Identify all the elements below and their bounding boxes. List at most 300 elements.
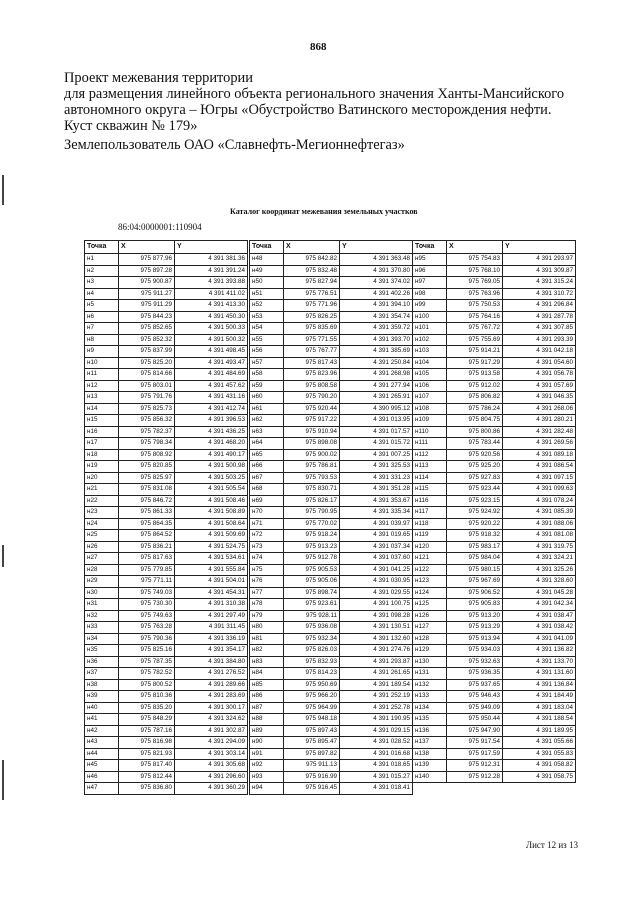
point-cell: н66 [250, 461, 284, 473]
y-cell: 4 391 508.89 [175, 507, 248, 519]
table-row [250, 311, 413, 323]
y-cell: 4 391 289.66 [175, 679, 248, 691]
table-row [413, 564, 576, 576]
table-row [250, 679, 413, 691]
table-row [250, 587, 413, 599]
table-row [85, 495, 248, 507]
x-cell: 975 852.65 [119, 323, 175, 335]
point-cell: н108 [413, 403, 447, 415]
col-header-point: Точка [250, 241, 284, 254]
col-header-y: Y [503, 241, 576, 254]
x-cell: 975 763.96 [447, 288, 503, 300]
x-cell: 975 932.63 [447, 656, 503, 668]
point-cell: н40 [85, 702, 119, 714]
x-cell: 975 936.35 [447, 668, 503, 680]
point-cell: н6 [85, 311, 119, 323]
table-row [85, 300, 248, 312]
y-cell: 4 391 300.17 [175, 702, 248, 714]
x-cell: 975 786.81 [284, 461, 340, 473]
y-cell: 4 391 436.25 [175, 426, 248, 438]
point-cell: н71 [250, 518, 284, 530]
x-cell: 975 980.15 [447, 564, 503, 576]
point-cell: н25 [85, 530, 119, 542]
y-cell: 4 391 393.70 [340, 334, 413, 346]
point-cell: н22 [85, 495, 119, 507]
x-cell: 975 825.73 [119, 403, 175, 415]
heading-line: Куст скважин № 179» [64, 118, 198, 134]
coordinates-table-3 [412, 240, 576, 783]
x-cell: 975 928.11 [284, 610, 340, 622]
point-cell: н10 [85, 357, 119, 369]
point-cell: н59 [250, 380, 284, 392]
y-cell: 4 391 296.84 [503, 300, 576, 312]
point-cell: н72 [250, 530, 284, 542]
catalog-title: Каталог координат межевания земельных участков [230, 207, 418, 216]
x-cell: 975 920.56 [447, 449, 503, 461]
table-row [250, 714, 413, 726]
point-cell: н64 [250, 438, 284, 450]
table-row [413, 679, 576, 691]
table-row [250, 564, 413, 576]
x-cell: 975 916.45 [284, 783, 340, 795]
y-cell: 4 391 351.28 [340, 484, 413, 496]
table-row [250, 668, 413, 680]
table-row [413, 277, 576, 289]
x-cell: 975 827.94 [284, 277, 340, 289]
point-cell: н120 [413, 541, 447, 553]
point-cell: н105 [413, 369, 447, 381]
x-cell: 975 821.93 [119, 748, 175, 760]
y-cell: 4 391 042.34 [503, 599, 576, 611]
y-cell: 4 391 500.32 [175, 334, 248, 346]
table-row [250, 599, 413, 611]
point-cell: н101 [413, 323, 447, 335]
table-row [85, 553, 248, 565]
x-cell: 975 913.29 [447, 622, 503, 634]
y-cell: 4 391 394.10 [340, 300, 413, 312]
x-cell: 975 750.53 [447, 300, 503, 312]
table-row [250, 484, 413, 496]
y-cell: 4 391 250.84 [340, 357, 413, 369]
point-cell: н98 [413, 288, 447, 300]
x-cell: 975 817.40 [119, 760, 175, 772]
table-row [85, 507, 248, 519]
col-header-x: X [119, 241, 175, 254]
x-cell: 975 917.22 [284, 415, 340, 427]
x-cell: 975 808.92 [119, 449, 175, 461]
table-row [85, 403, 248, 415]
x-cell: 975 897.43 [284, 725, 340, 737]
point-cell: н33 [85, 622, 119, 634]
x-cell: 975 895.47 [284, 737, 340, 749]
table-row [413, 691, 576, 703]
table-row [413, 323, 576, 335]
point-cell: н85 [250, 679, 284, 691]
y-cell: 4 390 995.12 [340, 403, 413, 415]
y-cell: 4 391 307.85 [503, 323, 576, 335]
y-cell: 4 391 183.04 [503, 702, 576, 714]
y-cell: 4 391 504.01 [175, 576, 248, 588]
scan-edge-mark [2, 545, 4, 567]
y-cell: 4 391 324.62 [175, 714, 248, 726]
table-row [250, 656, 413, 668]
point-cell: н140 [413, 771, 447, 783]
x-cell: 975 949.09 [447, 702, 503, 714]
x-cell: 975 848.29 [119, 714, 175, 726]
table-row [85, 783, 248, 795]
table-row [85, 449, 248, 461]
y-cell: 4 391 305.68 [175, 760, 248, 772]
point-cell: н126 [413, 610, 447, 622]
y-cell: 4 391 269.56 [503, 438, 576, 450]
y-cell: 4 391 294.09 [175, 737, 248, 749]
table-row [250, 725, 413, 737]
point-cell: н43 [85, 737, 119, 749]
table-row [85, 415, 248, 427]
point-cell: н55 [250, 334, 284, 346]
table-row [413, 415, 576, 427]
point-cell: н70 [250, 507, 284, 519]
point-cell: н132 [413, 679, 447, 691]
table-row [85, 564, 248, 576]
point-cell: н91 [250, 748, 284, 760]
x-cell: 975 749.63 [119, 610, 175, 622]
y-cell: 4 391 555.84 [175, 564, 248, 576]
x-cell: 975 923.61 [284, 599, 340, 611]
table-row [250, 472, 413, 484]
point-cell: н122 [413, 564, 447, 576]
x-cell: 975 791.76 [119, 392, 175, 404]
y-cell: 4 391 328.60 [503, 576, 576, 588]
x-cell: 975 763.28 [119, 622, 175, 634]
x-cell: 975 912.02 [447, 380, 503, 392]
x-cell: 975 787.35 [119, 656, 175, 668]
y-cell: 4 391 413.30 [175, 300, 248, 312]
table-row [413, 656, 576, 668]
point-cell: н135 [413, 714, 447, 726]
table-row [85, 622, 248, 634]
y-cell: 4 391 402.26 [340, 288, 413, 300]
table-row [413, 633, 576, 645]
table-row [250, 288, 413, 300]
x-cell: 975 916.99 [284, 771, 340, 783]
y-cell: 4 391 319.75 [503, 541, 576, 553]
table-row [413, 553, 576, 565]
y-cell: 4 391 276.52 [175, 668, 248, 680]
x-cell: 975 769.05 [447, 277, 503, 289]
table-row [413, 645, 576, 657]
point-cell: н49 [250, 265, 284, 277]
x-cell: 975 764.16 [447, 311, 503, 323]
table-row [85, 472, 248, 484]
x-cell: 975 814.23 [284, 668, 340, 680]
y-cell: 4 391 058.82 [503, 760, 576, 772]
point-cell: н77 [250, 587, 284, 599]
table-row [250, 771, 413, 783]
point-cell: н62 [250, 415, 284, 427]
point-cell: н136 [413, 725, 447, 737]
table-row [250, 530, 413, 542]
point-cell: н130 [413, 656, 447, 668]
y-cell: 4 391 039.97 [340, 518, 413, 530]
scan-edge-mark [2, 760, 4, 800]
point-cell: н106 [413, 380, 447, 392]
point-cell: н82 [250, 645, 284, 657]
table-row [250, 254, 413, 266]
y-cell: 4 391 353.67 [340, 495, 413, 507]
y-cell: 4 391 252.19 [340, 691, 413, 703]
point-cell: н48 [250, 254, 284, 266]
x-cell: 975 950.44 [447, 714, 503, 726]
y-cell: 4 391 396.53 [175, 415, 248, 427]
x-cell: 975 912.31 [447, 760, 503, 772]
col-header-y: Y [175, 241, 248, 254]
x-cell: 975 856.32 [119, 415, 175, 427]
x-cell: 975 897.82 [284, 748, 340, 760]
y-cell: 4 391 500.98 [175, 461, 248, 473]
x-cell: 975 913.23 [284, 541, 340, 553]
table-row [250, 449, 413, 461]
table-row [85, 691, 248, 703]
y-cell: 4 391 041.25 [340, 564, 413, 576]
x-cell: 975 913.58 [447, 369, 503, 381]
y-cell: 4 391 493.47 [175, 357, 248, 369]
document-heading [64, 70, 604, 153]
y-cell: 4 391 029.55 [340, 587, 413, 599]
y-cell: 4 391 098.28 [340, 610, 413, 622]
table-row [85, 369, 248, 381]
x-cell: 975 948.18 [284, 714, 340, 726]
y-cell: 4 391 287.78 [503, 311, 576, 323]
x-cell: 975 771.55 [284, 334, 340, 346]
x-cell: 975 776.51 [284, 288, 340, 300]
point-cell: н19 [85, 461, 119, 473]
y-cell: 4 391 100.75 [340, 599, 413, 611]
x-cell: 975 842.82 [284, 254, 340, 266]
y-cell: 4 391 274.76 [340, 645, 413, 657]
y-cell: 4 391 508.46 [175, 495, 248, 507]
point-cell: н118 [413, 518, 447, 530]
table-row [413, 461, 576, 473]
table-row [250, 277, 413, 289]
x-cell: 975 814.66 [119, 369, 175, 381]
table-row [85, 760, 248, 772]
table-row [85, 288, 248, 300]
table-row [250, 691, 413, 703]
point-cell: н57 [250, 357, 284, 369]
y-cell: 4 391 508.64 [175, 518, 248, 530]
table-row [85, 484, 248, 496]
y-cell: 4 391 325.26 [503, 564, 576, 576]
table-row [250, 426, 413, 438]
x-cell: 975 831.08 [119, 484, 175, 496]
point-cell: н88 [250, 714, 284, 726]
table-row [250, 461, 413, 473]
table-row [250, 323, 413, 335]
x-cell: 975 808.58 [284, 380, 340, 392]
table-row [413, 495, 576, 507]
y-cell: 4 391 089.18 [503, 449, 576, 461]
point-cell: н2 [85, 265, 119, 277]
table-row [85, 311, 248, 323]
y-cell: 4 391 041.09 [503, 633, 576, 645]
table-row [413, 369, 576, 381]
y-cell: 4 391 534.61 [175, 553, 248, 565]
x-cell: 975 898.08 [284, 438, 340, 450]
y-cell: 4 391 336.19 [175, 633, 248, 645]
point-cell: н109 [413, 415, 447, 427]
y-cell: 4 391 498.45 [175, 346, 248, 358]
x-cell: 975 913.94 [447, 633, 503, 645]
point-cell: н65 [250, 449, 284, 461]
x-cell: 975 820.85 [119, 461, 175, 473]
y-cell: 4 391 374.02 [340, 277, 413, 289]
point-cell: н3 [85, 277, 119, 289]
y-cell: 4 391 505.54 [175, 484, 248, 496]
point-cell: н79 [250, 610, 284, 622]
point-cell: н14 [85, 403, 119, 415]
y-cell: 4 391 038.47 [503, 610, 576, 622]
y-cell: 4 391 324.21 [503, 553, 576, 565]
point-cell: н102 [413, 334, 447, 346]
table-row [85, 599, 248, 611]
col-header-point: Точка [85, 241, 119, 254]
table-row [85, 392, 248, 404]
x-cell: 975 898.74 [284, 587, 340, 599]
y-cell: 4 391 085.39 [503, 507, 576, 519]
y-cell: 4 391 457.62 [175, 380, 248, 392]
y-cell: 4 391 302.87 [175, 725, 248, 737]
x-cell: 975 947.90 [447, 725, 503, 737]
y-cell: 4 391 019.65 [340, 530, 413, 542]
table-row [413, 576, 576, 588]
y-cell: 4 391 136.84 [503, 679, 576, 691]
point-cell: н95 [413, 254, 447, 266]
point-cell: н137 [413, 737, 447, 749]
point-cell: н50 [250, 277, 284, 289]
x-cell: 975 754.83 [447, 254, 503, 266]
y-cell: 4 391 310.72 [503, 288, 576, 300]
x-cell: 975 767.77 [284, 346, 340, 358]
table-row [413, 610, 576, 622]
y-cell: 4 391 280.21 [503, 415, 576, 427]
table-row [85, 323, 248, 335]
table-row [85, 748, 248, 760]
point-cell: н83 [250, 656, 284, 668]
table-row [250, 380, 413, 392]
table-row [413, 599, 576, 611]
point-cell: н17 [85, 438, 119, 450]
y-cell: 4 391 391.24 [175, 265, 248, 277]
x-cell: 975 864.35 [119, 518, 175, 530]
x-cell: 975 787.16 [119, 725, 175, 737]
heading-line: автономного округа – Югры «Обустройство Ватинского месторождения нефти. [64, 102, 552, 118]
point-cell: н76 [250, 576, 284, 588]
y-cell: 4 391 130.51 [340, 622, 413, 634]
y-cell: 4 391 028.52 [340, 737, 413, 749]
y-cell: 4 391 056.78 [503, 369, 576, 381]
x-cell: 975 826.25 [284, 311, 340, 323]
y-cell: 4 391 086.54 [503, 461, 576, 473]
point-cell: н47 [85, 783, 119, 795]
table-row [85, 771, 248, 783]
col-header-x: X [284, 241, 340, 254]
y-cell: 4 391 503.25 [175, 472, 248, 484]
col-header-point: Точка [413, 241, 447, 254]
point-cell: н139 [413, 760, 447, 772]
table-row [413, 518, 576, 530]
table-row [250, 576, 413, 588]
point-cell: н93 [250, 771, 284, 783]
table-row [85, 380, 248, 392]
table-row [413, 484, 576, 496]
y-cell: 4 391 038.42 [503, 622, 576, 634]
y-cell: 4 391 015.27 [340, 771, 413, 783]
y-cell: 4 391 311.45 [175, 622, 248, 634]
point-cell: н58 [250, 369, 284, 381]
table-row [413, 265, 576, 277]
point-cell: н46 [85, 771, 119, 783]
table-row [413, 311, 576, 323]
x-cell: 975 817.43 [284, 357, 340, 369]
point-cell: н60 [250, 392, 284, 404]
y-cell: 4 391 500.33 [175, 323, 248, 335]
x-cell: 975 924.92 [447, 507, 503, 519]
point-cell: н114 [413, 472, 447, 484]
table-row [413, 392, 576, 404]
point-cell: н9 [85, 346, 119, 358]
y-cell: 4 391 015.72 [340, 438, 413, 450]
x-cell: 975 950.69 [284, 679, 340, 691]
y-cell: 4 391 309.87 [503, 265, 576, 277]
table-row [85, 438, 248, 450]
point-cell: н129 [413, 645, 447, 657]
table-row [250, 518, 413, 530]
x-cell: 975 790.95 [284, 507, 340, 519]
x-cell: 975 800.86 [447, 426, 503, 438]
x-cell: 975 923.15 [447, 495, 503, 507]
point-cell: н124 [413, 587, 447, 599]
x-cell: 975 804.75 [447, 415, 503, 427]
x-cell: 975 825.20 [119, 357, 175, 369]
table-row [85, 461, 248, 473]
y-cell: 4 391 450.30 [175, 311, 248, 323]
y-cell: 4 391 136.82 [503, 645, 576, 657]
table-row [250, 737, 413, 749]
point-cell: н24 [85, 518, 119, 530]
x-cell: 975 917.29 [447, 357, 503, 369]
table-row [85, 426, 248, 438]
point-cell: н125 [413, 599, 447, 611]
point-cell: н27 [85, 553, 119, 565]
x-cell: 975 927.83 [447, 472, 503, 484]
point-cell: н30 [85, 587, 119, 599]
y-cell: 4 391 054.60 [503, 357, 576, 369]
table-row [413, 541, 576, 553]
y-cell: 4 391 078.24 [503, 495, 576, 507]
table-row [413, 760, 576, 772]
y-cell: 4 391 131.60 [503, 668, 576, 680]
y-cell: 4 391 252.78 [340, 702, 413, 714]
x-cell: 975 812.44 [119, 771, 175, 783]
table-row [250, 369, 413, 381]
x-cell: 975 771.11 [119, 576, 175, 588]
x-cell: 975 783.44 [447, 438, 503, 450]
x-cell: 975 779.85 [119, 564, 175, 576]
page-number: 868 [310, 41, 327, 53]
x-cell: 975 749.03 [119, 587, 175, 599]
table-row [250, 783, 413, 795]
